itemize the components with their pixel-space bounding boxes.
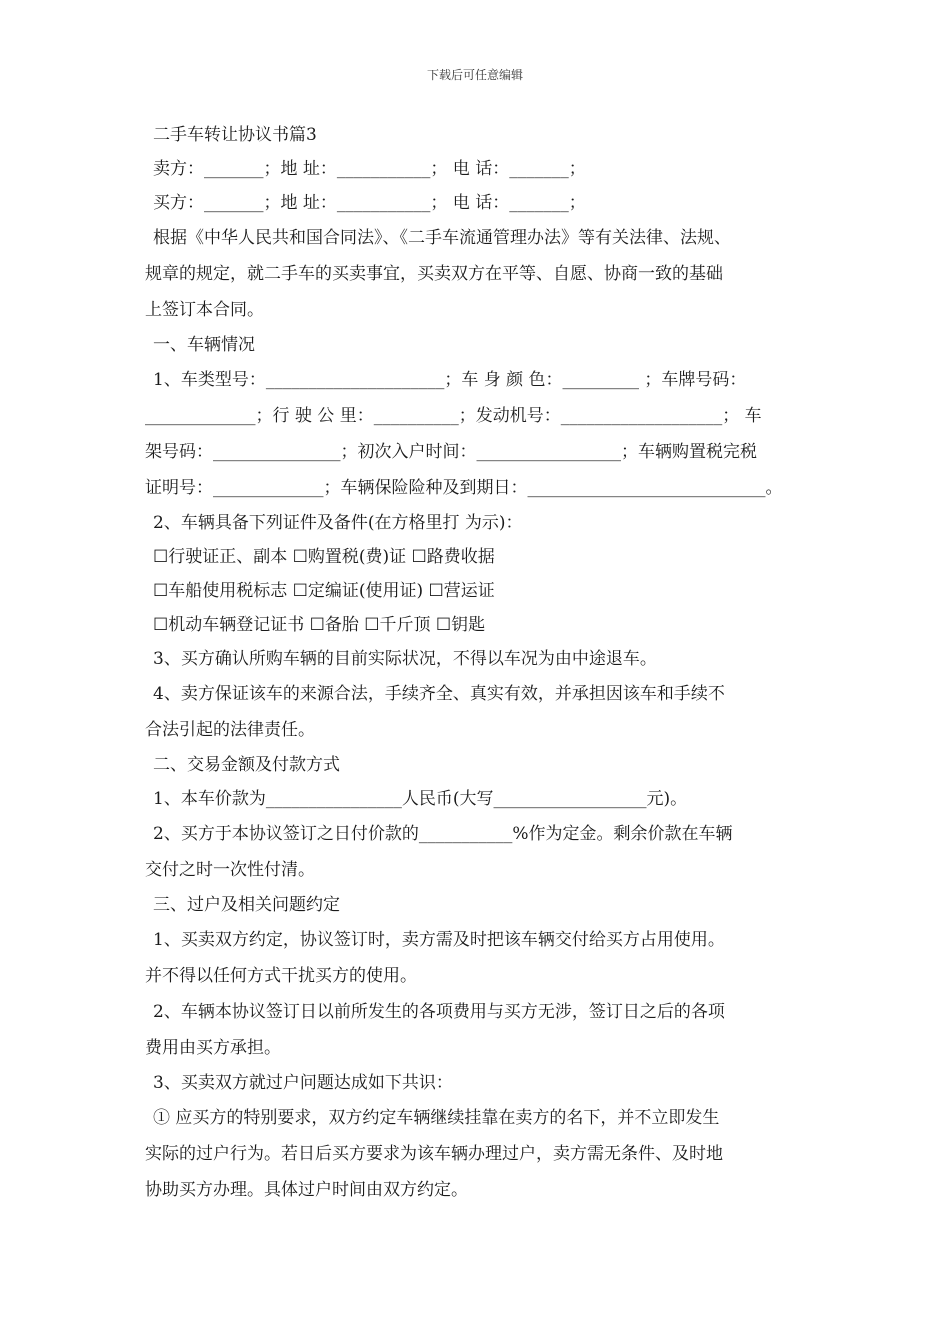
section-heading: 三、过户及相关问题约定 bbox=[153, 895, 340, 915]
checkbox-row: ☐车船使用税标志 ☐定编证(使用证) ☐营运证 bbox=[153, 581, 495, 601]
paragraph-line: 合法引起的法律责任。 bbox=[145, 720, 315, 740]
paragraph-line: 2、车辆具备下列证件及备件(在方格里打 为示)： bbox=[153, 513, 523, 533]
paragraph-line: 4、卖方保证该车的来源合法，手续齐全、真实有效，并承担因该车和手续不 bbox=[153, 684, 725, 704]
checkbox-row: ☐行驶证正、副本 ☐购置税(费)证 ☐路费收据 bbox=[153, 547, 495, 567]
paragraph-line: 2、车辆本协议签订日以前所发生的各项费用与买方无涉，签订日之后的各项 bbox=[153, 1002, 725, 1022]
paragraph-line: 1、车类型号：_____________________；车 身 颜 色：_________ ；车牌号码： bbox=[153, 370, 747, 390]
paragraph-line: 费用由买方承担。 bbox=[145, 1038, 281, 1058]
paragraph-line: ① 应买方的特别要求，双方约定车辆继续挂靠在卖方的名下，并不立即发生 bbox=[153, 1108, 720, 1128]
paragraph-line: 并不得以任何方式干扰买方的使用。 bbox=[145, 966, 417, 986]
paragraph-line: 证明号：_____________；车辆保险险种及到期日：____________________________。 bbox=[145, 478, 783, 498]
paragraph-line: 3、买卖双方就过户问题达成如下共识： bbox=[153, 1073, 453, 1093]
paragraph-line: 1、买卖双方约定，协议签订时，卖方需及时把该车辆交付给买方占用使用。 bbox=[153, 930, 725, 950]
section-heading: 一、车辆情况 bbox=[153, 335, 255, 355]
paragraph-line: 实际的过户行为。若日后买方要求为该车辆办理过户，卖方需无条件、及时地 bbox=[145, 1144, 723, 1164]
checkbox-row: ☐机动车辆登记证书 ☐备胎 ☐千斤顶 ☐钥匙 bbox=[153, 615, 486, 635]
paragraph-line: 规章的规定，就二手车的买卖事宜，买卖双方在平等、自愿、协商一致的基础 bbox=[145, 264, 723, 284]
paragraph-line: 3、买方确认所购车辆的目前实际状况，不得以车况为由中途退车。 bbox=[153, 649, 657, 669]
page-header: 下载后可任意编辑 bbox=[426, 68, 523, 82]
paragraph-line: 架号码：_______________；初次入户时间：_________________；车辆购置税完税 bbox=[145, 442, 757, 462]
document-title: 二手车转让协议书篇3 bbox=[153, 125, 317, 145]
paragraph-line: 根据《中华人民共和国合同法》、《二手车流通管理办法》等有关法律、法规、 bbox=[153, 228, 731, 248]
paragraph-line: 交付之时一次性付清。 bbox=[145, 860, 315, 880]
seller-line: 卖方：_______；地 址：___________； 电 话：_______； bbox=[153, 159, 586, 179]
section-heading: 二、交易金额及付款方式 bbox=[153, 755, 340, 775]
paragraph-line: 1、本车价款为________________人民币(大写__________________元)。 bbox=[153, 789, 688, 809]
paragraph-line: _____________；行 驶 公 里：__________；发动机号：___________________； 车 bbox=[145, 406, 762, 426]
paragraph-line: 2、买方于本协议签订之日付价款的___________%作为定金。剩余价款在车辆 bbox=[153, 824, 733, 844]
paragraph-line: 上签订本合同。 bbox=[145, 300, 264, 320]
document-body bbox=[145, 118, 825, 1208]
buyer-line: 买方：_______；地 址：___________； 电 话：_______； bbox=[153, 193, 586, 213]
paragraph-line: 协助买方办理。具体过户时间由双方约定。 bbox=[145, 1180, 468, 1200]
